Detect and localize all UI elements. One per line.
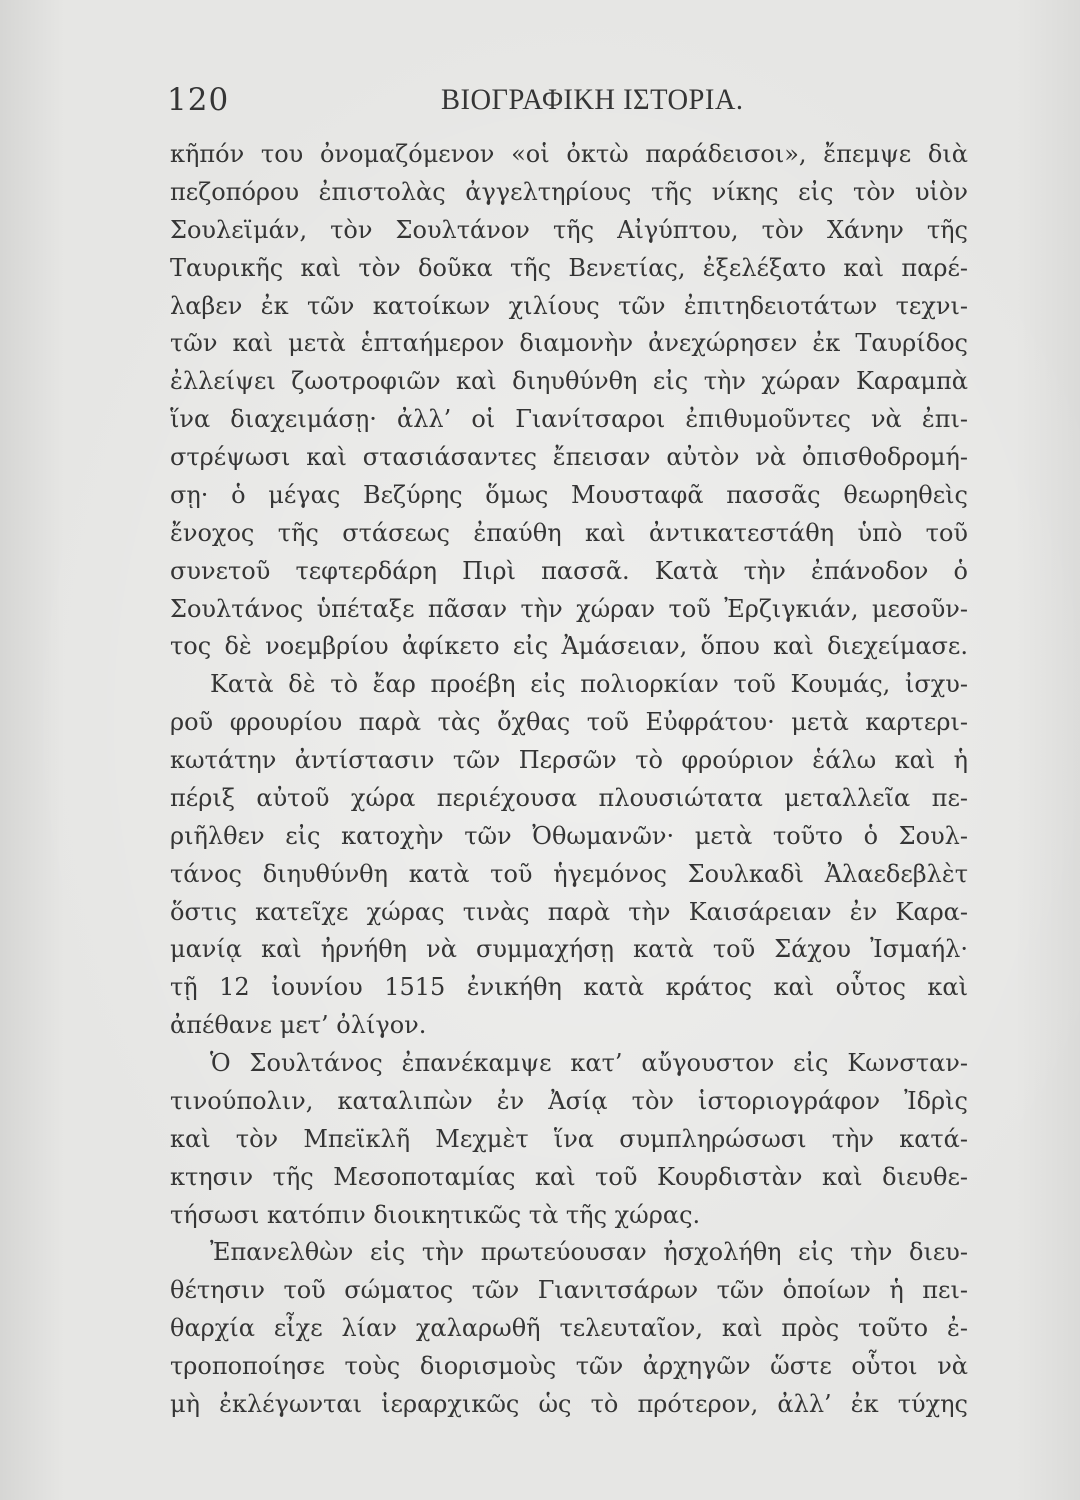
text-line: τήσωσι κατόπιν διοικητικῶς τὰ τῆς χώρας. xyxy=(170,1200,701,1229)
paragraph xyxy=(170,136,968,666)
text-line: ροῦ φρουρίου παρὰ τὰς ὄχθας τοῦ Εὐφράτου· μετὰ καρτερι- xyxy=(170,708,968,737)
text-line: στρέψωσι καὶ στασιάσαντες ἔπεισαν αὐτὸν νὰ ὀπισθοδρομή- xyxy=(170,443,968,471)
text-line: τῶν καὶ μετὰ ἑπταήμερον διαμονὴν ἀνεχώρησεν ἐκ Ταυρίδος xyxy=(170,329,968,358)
text-line: κῆπόν του ὀνομαζόμενον «οἱ ὀκτὼ παράδεισοι», ἔπεμψε διὰ xyxy=(170,140,968,168)
text-line: τῇ 12 ἰουνίου 1515 ἐνικήθη κατὰ κράτος καὶ οὗτος καὶ xyxy=(170,973,968,1002)
text-line: θέτησιν τοῦ σώματος τῶν Γιανιτσάρων τῶν ὁποίων ἡ πει- xyxy=(170,1276,968,1305)
paragraph xyxy=(170,1045,968,1234)
text-line: τινούπολιν, καταλιπὼν ἐν Ἀσίᾳ τὸν ἱστοριογράφον Ἰδρὶς xyxy=(170,1086,968,1115)
text-line: Ταυρικῆς καὶ τὸν δοῦκα τῆς Βενετίας, ἐξελέξατο καὶ παρέ- xyxy=(170,253,968,282)
text-line: κτησιν τῆς Μεσοποταμίας καὶ τοῦ Κουρδιστὰν καὶ διευθε- xyxy=(170,1162,968,1191)
text-line: καὶ τὸν Μπεϊκλῆ Μεχμὲτ ἵνα συμπληρώσωσι τὴν κατά- xyxy=(170,1124,968,1153)
text-line: σῃ· ὁ μέγας Βεζύρης ὅμως Μουσταφᾶ πασσᾶς θεωρηθεὶς xyxy=(170,480,968,509)
text-line: Σουλεϊμάν, τὸν Σουλτάνον τῆς Αἰγύπτου, τὸν Χάνην τῆς xyxy=(170,215,968,244)
text-line: θαρχία εἶχε λίαν χαλαρωθῆ τελευταῖον, καὶ πρὸς τοῦτο ἐ- xyxy=(170,1314,968,1343)
text-line: κωτάτην ἀντίστασιν τῶν Περσῶν τὸ φρούριον ἑάλω καὶ ἡ xyxy=(170,746,968,774)
text-line: πεζοπόρου ἐπιστολὰς ἀγγελτηρίους τῆς νίκης εἰς τὸν υἱὸν xyxy=(170,177,968,206)
page-header xyxy=(0,80,1080,120)
text-line: ριῆλθεν εἰς κατοχὴν τῶν Ὀθωμανῶν· μετὰ τοῦτο ὁ Σουλ- xyxy=(170,821,968,850)
text-line: Κατὰ δὲ τὸ ἔαρ προέβη εἰς πολιορκίαν τοῦ Κουμάς, ἰσχυ- xyxy=(210,670,968,699)
text-line: τροποποίησε τοὺς διορισμοὺς τῶν ἀρχηγῶν ὥστε οὗτοι νὰ xyxy=(170,1352,968,1380)
text-line: ἀπέθανε μετ’ ὀλίγον. xyxy=(170,1011,427,1040)
text-line: ἐλλείψει ζωοτροφιῶν καὶ διηυθύνθη εἰς τὴν χώραν Καραμπὰ xyxy=(170,367,968,396)
running-title: ΒΙΟΓΡΑΦΙΚΗ ΙΣΤΟΡΙΑ. xyxy=(441,83,744,116)
text-line: Σουλτάνος ὑπέταξε πᾶσαν τὴν χώραν τοῦ Ἐρζιγκιάν, μεσοῦν- xyxy=(170,594,968,623)
text-line: Ὁ Σουλτάνος ἐπανέκαμψε κατ’ αὔγουστον εἰς Κωνσταν- xyxy=(210,1049,968,1077)
body-text xyxy=(170,136,968,1424)
text-line: τάνος διηυθύνθη κατὰ τοῦ ἡγεμόνος Σουλκαδὶ Ἀλαεδεβλὲτ xyxy=(170,859,968,888)
page-number: 120 xyxy=(167,82,230,118)
paragraph xyxy=(170,1234,968,1423)
text-line: μὴ ἐκλέγωνται ἱεραρχικῶς ὡς τὸ πρότερον, ἀλλ’ ἐκ τύχης xyxy=(170,1389,968,1418)
text-line: συνετοῦ τεφτερδάρη Πιρὶ πασσᾶ. Κατὰ τὴν ἐπάνοδον ὁ xyxy=(170,556,968,585)
text-line: ἵνα διαχειμάσῃ· ἀλλ’ οἱ Γιανίτσαροι ἐπιθυμοῦντες νὰ ἐπι- xyxy=(170,405,968,434)
text-line: τος δὲ νοεμβρίου ἀφίκετο εἰς Ἀμάσειαν, ὅπου καὶ διεχείμασε. xyxy=(170,632,968,661)
text-line: Ἐπανελθὼν εἰς τὴν πρωτεύουσαν ἠσχολήθη εἰς τὴν διευ- xyxy=(210,1238,968,1267)
text-line: πέριξ αὐτοῦ χώρα περιέχουσα πλουσιώτατα μεταλλεῖα πε- xyxy=(170,783,968,812)
text-line: μανίᾳ καὶ ἠρνήθη νὰ συμμαχήσῃ κατὰ τοῦ Σάχου Ἰσμαήλ· xyxy=(170,935,968,964)
text-line: λαβεν ἐκ τῶν κατοίκων χιλίους τῶν ἐπιτηδειοτάτων τεχνι- xyxy=(170,291,968,320)
paragraph xyxy=(170,666,968,1045)
text-line: ἔνοχος τῆς στάσεως ἐπαύθη καὶ ἀντικατεστάθη ὑπὸ τοῦ xyxy=(170,518,968,547)
text-line: ὅστις κατεῖχε χώρας τινὰς παρὰ τὴν Καισάρειαν ἐν Καρα- xyxy=(170,897,968,926)
